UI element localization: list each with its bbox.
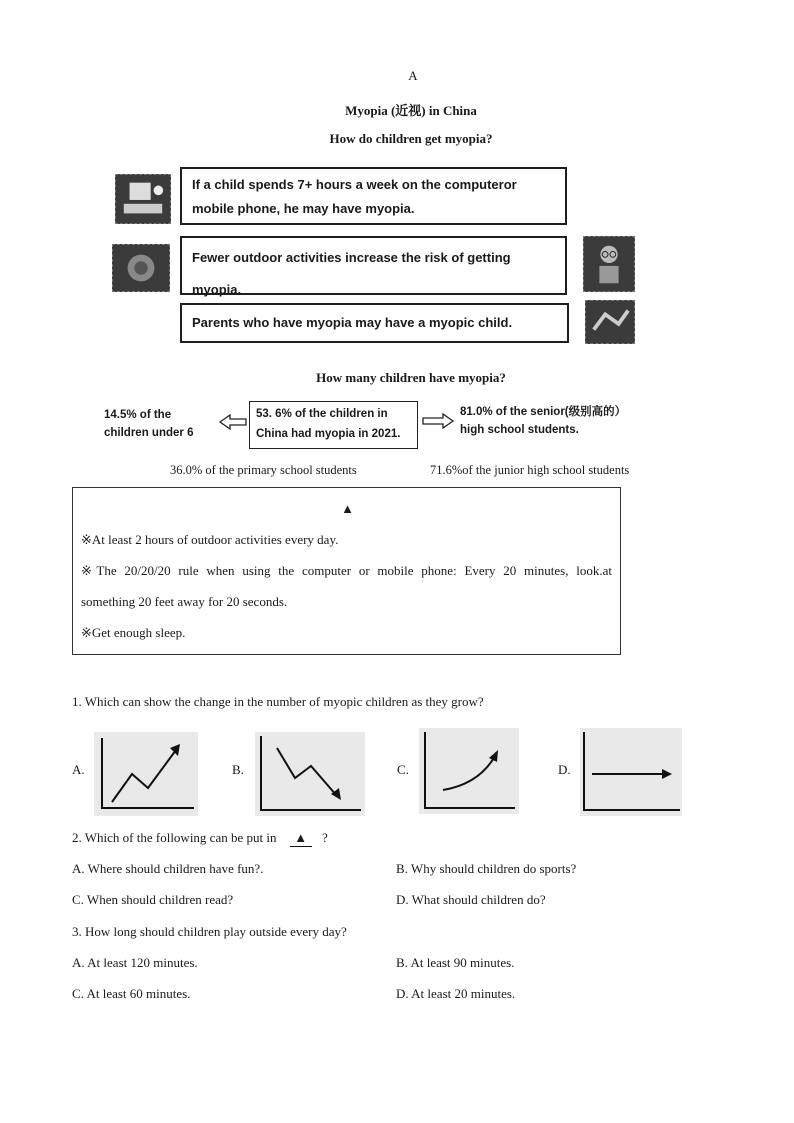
tips-box [72,487,621,655]
arrow-right-icon [421,413,455,429]
question-3-option-b[interactable]: B. At least 90 minutes. [396,955,515,970]
question-1-option-b[interactable]: B. [232,762,244,777]
stats-heading: How many children have myopia? [316,370,506,385]
question-2-option-c[interactable]: C. When should children read? [72,892,234,907]
tips-blank-placeholder: ▲ [341,501,354,516]
tip-item: ※Get enough sleep. [81,625,186,640]
tip-item: something 20 feet away for 20 seconds. [81,594,288,609]
question-2-option-b[interactable]: B. Why should children do sports? [396,861,577,876]
arrow-left-icon [218,414,248,430]
question-1-option-a[interactable]: A. [72,762,85,777]
zigzag-up-graph-icon[interactable] [94,732,198,816]
question-1-stem: 1. Which can show the change in the number of myopic children as they grow? [72,694,484,709]
section-letter: A [408,68,418,83]
question-1-option-c[interactable]: C. [397,762,409,777]
cause-box-parents: Parents who have myopia may have a myopic child. [180,303,569,343]
question-2-stem-text: 2. Which of the following can be put in [72,830,277,845]
stat-junior-high: 71.6%of the junior high school students [430,463,630,477]
question-3-option-d[interactable]: D. At least 20 minutes. [396,986,516,1001]
child-with-glasses-icon [585,300,635,344]
page-subtitle: How do children get myopia? [329,131,493,146]
outdoor-activity-icon [112,244,170,292]
question-2-stem-end: ? [321,830,328,845]
stat-senior-high: 81.0% of the senior(级别高的）high school students. [460,406,627,436]
question-1-option-d[interactable]: D. [558,762,571,777]
flat-line-graph-icon[interactable] [580,728,682,816]
curve-up-graph-icon[interactable] [419,728,519,814]
question-2-blank: ▲ [290,830,312,847]
stat-under-6: 14.5% of the children under 6 [104,409,194,439]
question-2-option-a[interactable]: A. Where should children have fun?. [72,861,264,876]
tip-item: ※At least 2 hours of outdoor activities every day. [81,532,339,547]
computer-user-icon [115,174,171,224]
stat-china-total: 53. 6% of the children in China had myopia in 2021. [249,401,418,449]
question-2-option-d[interactable]: D. What should children do? [396,892,546,907]
parent-with-glasses-icon [583,236,635,292]
question-3-stem: 3. How long should children play outside every day? [72,924,347,939]
cause-box-screen-time: If a child spends 7+ hours a week on the computeror mobile phone, he may have myopia. [180,167,567,225]
zigzag-down-graph-icon[interactable] [255,732,365,816]
tip-item: ※The 20/20/20 rule when using the computer or mobile phone: Every 20 minutes, look.at [81,563,612,578]
question-3-option-a[interactable]: A. At least 120 minutes. [72,955,198,970]
page-title: Myopia (近视) in China [345,103,477,118]
question-3-option-c[interactable]: C. At least 60 minutes. [72,986,191,1001]
cause-box-outdoor: Fewer outdoor activities increase the risk of getting myopia. [180,236,567,295]
question-2-stem [72,830,328,847]
stat-primary: 36.0% of the primary school students [170,463,357,477]
